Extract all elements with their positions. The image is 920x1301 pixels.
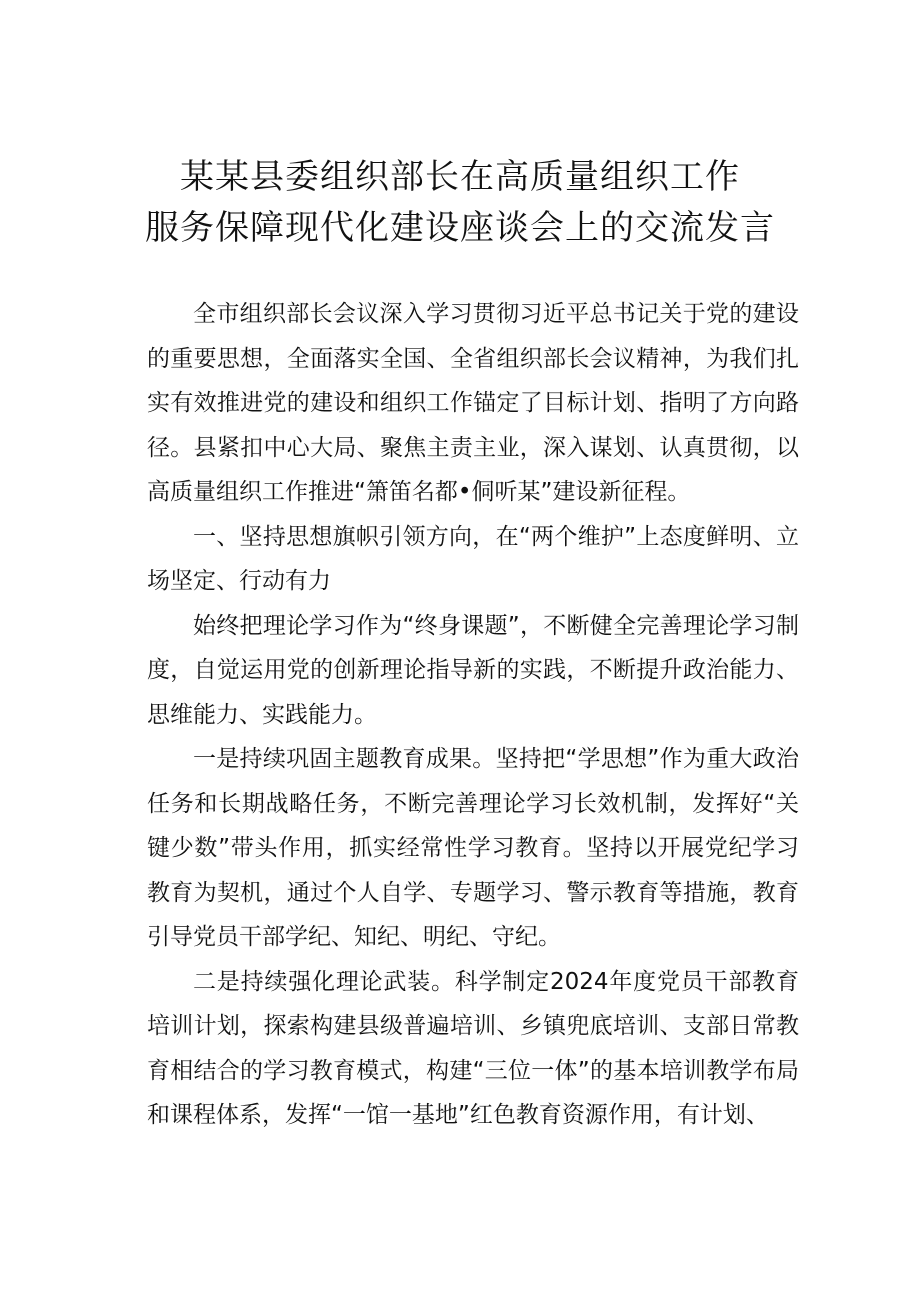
title-line-2: 服务保障现代化建设座谈会上的交流发言 xyxy=(145,208,775,248)
section-heading-1: 一、坚持思想旗帜引领方向，在“两个维护”上态度鲜明、立场坚定、行动有力 xyxy=(147,523,799,594)
document-title xyxy=(0,152,920,254)
document-body xyxy=(147,292,799,1138)
point-1-paragraph: 一是持续巩固主题教育成果。坚持把“学思想”作为重大政治任务和长期战略任务，不断完善理论学习长效机制，发挥好“关键少数”带头作用，抓实经常性学习教育。坚持以开展党纪学习教育为契机，通过个人自学、专题学习、警示教育等措施，教育引导党员干部学纪、知纪、明纪、守纪。 xyxy=(147,746,799,950)
intro-paragraph: 全市组织部长会议深入学习贯彻习近平总书记关于党的建设的重要思想，全面落实全国、全省组织部长会议精神，为我们扎实有效推进党的建设和组织工作锚定了目标计划、指明了方向路径。县紧扣中心大局、聚焦主责主业，深入谋划、认真贯彻，以高质量组织工作推进“箫笛名都•侗听某”建设新征程。 xyxy=(147,301,799,505)
section-1-intro-paragraph: 始终把理论学习作为“终身课题”，不断健全完善理论学习制度，自觉运用党的创新理论指导新的实践，不断提升政治能力、思维能力、实践能力。 xyxy=(147,612,799,728)
point-2-paragraph: 二是持续强化理论武装。科学制定2024年度党员干部教育培训计划，探索构建县级普遍培训、乡镇兜底培训、支部日常教育相结合的学习教育模式，构建“三位一体”的基本培训教学布局和课程体系，发挥“一馆一基地”红色教育资源作用，有计划、 xyxy=(147,968,799,1128)
title-line-1: 某某县委组织部长在高质量组织工作 xyxy=(180,157,740,197)
